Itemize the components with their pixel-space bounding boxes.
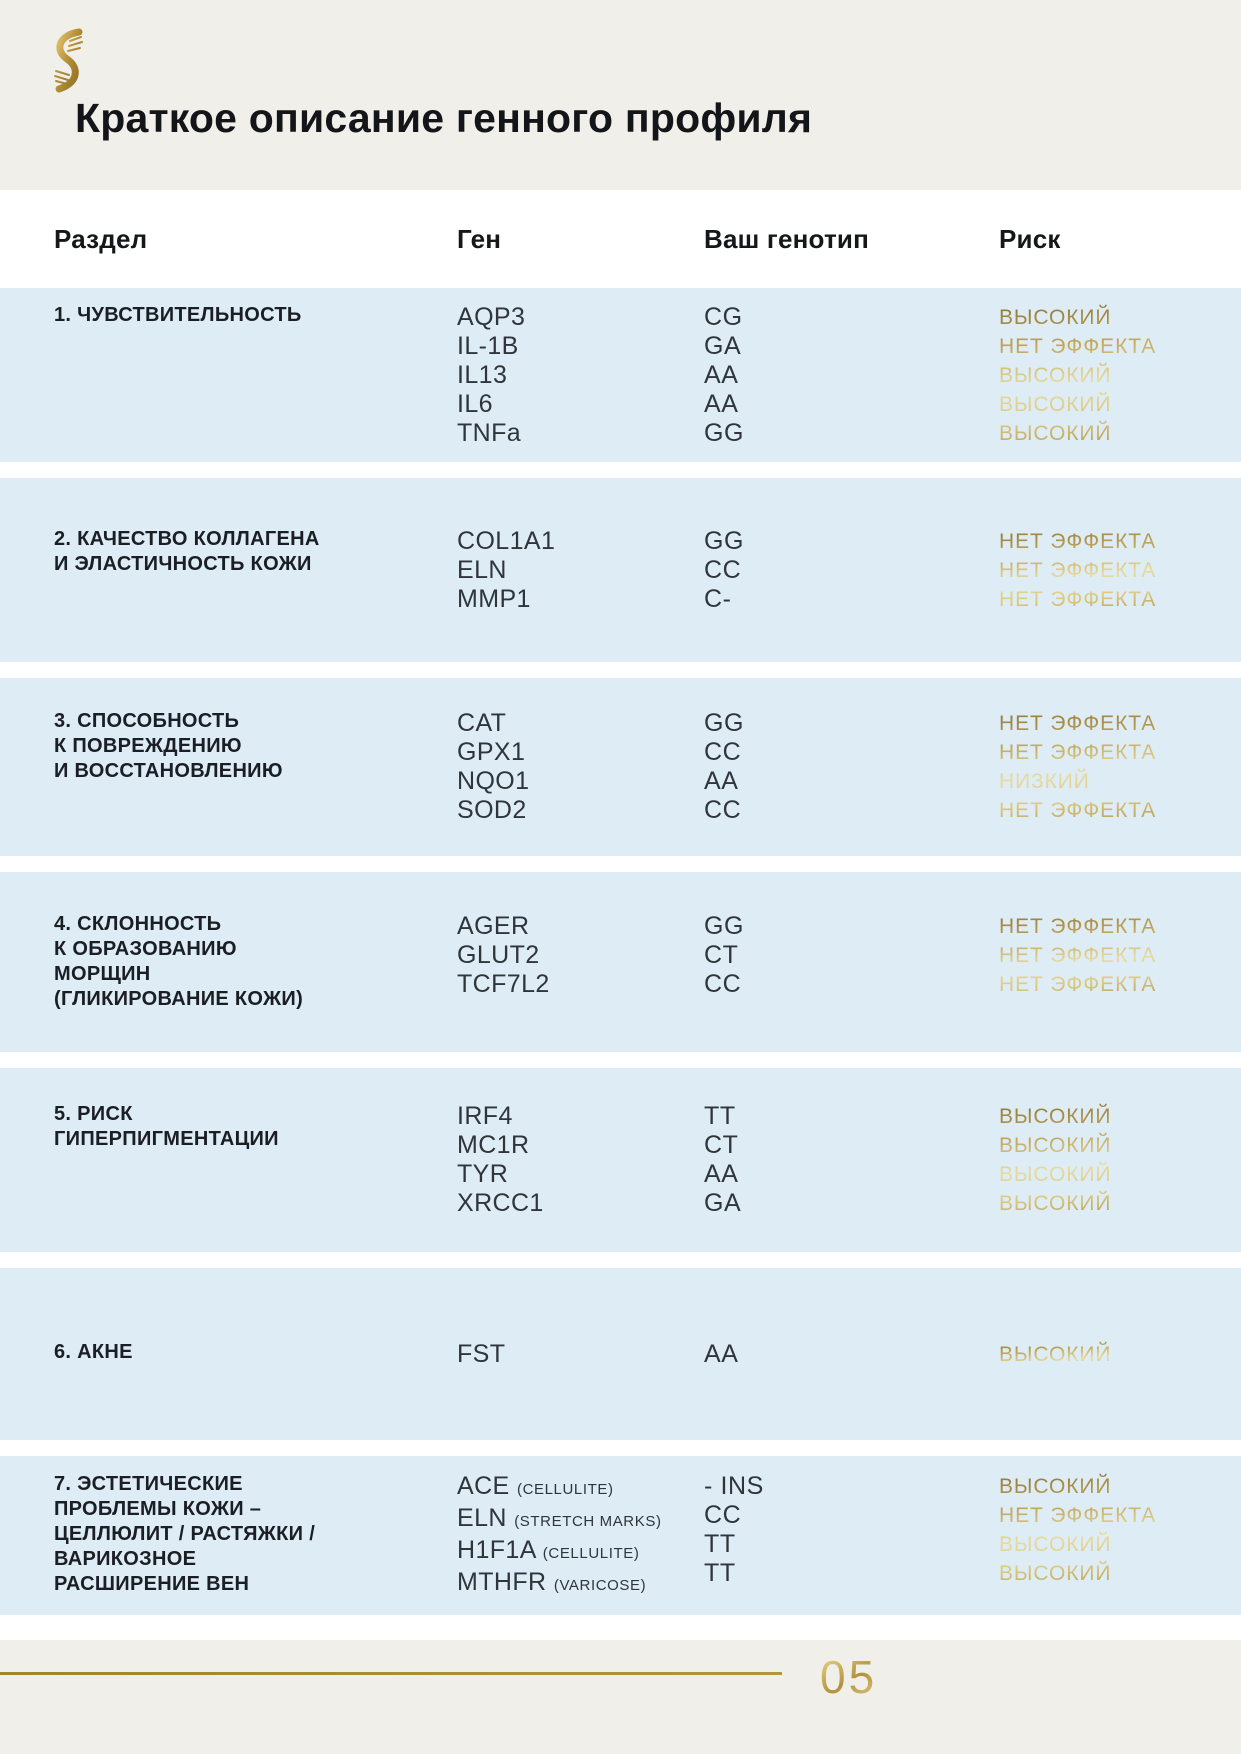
- gene-name: H1F1A: [457, 1535, 536, 1564]
- risk-column: [999, 1472, 1241, 1588]
- gene-column: [457, 709, 704, 825]
- section-title-line: 5. РИСК: [54, 1103, 133, 1125]
- genotype-value: CC: [704, 738, 742, 766]
- risk-value: НЕТ ЭФФЕКТА: [999, 915, 1157, 938]
- page-number: 05: [820, 1651, 878, 1703]
- gene-name: CAT: [457, 709, 507, 737]
- risk-value: ВЫСОКИЙ: [999, 1163, 1112, 1186]
- gene-name: MMP1: [457, 584, 531, 613]
- risk-value: ВЫСОКИЙ: [999, 363, 1112, 387]
- section-band: [0, 678, 1241, 856]
- gene-line: [457, 1536, 704, 1568]
- risk-column: [999, 912, 1241, 999]
- risk-value: ВЫСОКИЙ: [999, 1532, 1112, 1556]
- genotype-column: [704, 709, 999, 825]
- risk-value: НЕТ ЭФФЕКТА: [999, 529, 1157, 553]
- section-band: [0, 872, 1241, 1052]
- gene-name: NQO1: [457, 767, 530, 795]
- gene-line: [457, 1340, 704, 1369]
- section-title-line: И ВОССТАНОВЛЕНИЮ: [54, 760, 283, 782]
- gene-line: [457, 1504, 704, 1536]
- gene-name: GLUT2: [457, 941, 540, 969]
- dna-helix-icon: [46, 28, 90, 94]
- gene-column: [457, 527, 704, 614]
- section-title: [54, 303, 457, 328]
- column-header-risk: Риск: [999, 223, 1061, 254]
- section-title-line: ГИПЕРПИГМЕНТАЦИИ: [54, 1128, 279, 1150]
- gene-line: [457, 1131, 704, 1160]
- gene-line: [457, 527, 704, 556]
- section-title: [54, 527, 457, 577]
- gene-line: [457, 1102, 704, 1131]
- gene-line: [457, 796, 704, 825]
- risk-value: ВЫСОКИЙ: [999, 305, 1112, 329]
- gene-column: [457, 1340, 704, 1369]
- gene-name: GPX1: [457, 738, 526, 766]
- section-title-line: РАСШИРЕНИЕ ВЕН: [54, 1572, 250, 1595]
- gene-column: [457, 303, 704, 448]
- gene-line: [457, 303, 704, 332]
- genotype-value: AA: [704, 360, 739, 389]
- gene-line: [457, 912, 704, 941]
- risk-column: [999, 527, 1241, 614]
- risk-value: ВЫСОКИЙ: [999, 1474, 1112, 1498]
- risk-column: [999, 303, 1241, 448]
- gene-name: ELN: [457, 555, 507, 584]
- gene-line: [457, 941, 704, 970]
- sections-list: [0, 288, 1241, 1615]
- page-title: Краткое описание генного профиля: [75, 95, 813, 141]
- gene-line: [457, 767, 704, 796]
- section-title: [54, 1472, 457, 1597]
- gene-line: [457, 585, 704, 614]
- section-title: [54, 912, 457, 1012]
- section-title-line: 3. СПОСОБНОСТЬ: [54, 710, 240, 732]
- risk-column: [999, 709, 1241, 825]
- gene-name: FST: [457, 1339, 506, 1368]
- gene-line: [457, 709, 704, 738]
- gene-name: ACE: [457, 1471, 510, 1500]
- genotype-value: GG: [704, 912, 745, 940]
- gene-name: COL1A1: [457, 526, 556, 555]
- gene-line: [457, 738, 704, 767]
- column-header-genotype: Ваш генотип: [704, 223, 869, 254]
- genotype-value: CT: [704, 941, 739, 969]
- risk-value: НЕТ ЭФФЕКТА: [999, 973, 1157, 996]
- section-band: [0, 1268, 1241, 1440]
- genotype-value: GG: [704, 418, 745, 447]
- risk-value: ВЫСОКИЙ: [999, 1134, 1112, 1157]
- genotype-value: TT: [704, 1558, 736, 1587]
- gene-line: [457, 390, 704, 419]
- section-title-line: МОРЩИН: [54, 963, 151, 985]
- gene-name: IL13: [457, 360, 508, 389]
- genotype-value: GA: [704, 331, 742, 360]
- gene-line: [457, 332, 704, 361]
- genotype-value: AA: [704, 767, 739, 795]
- footer-spacer: [0, 1615, 1241, 1640]
- gene-name: IRF4: [457, 1102, 513, 1130]
- genotype-value: CC: [704, 970, 742, 998]
- genotype-value: CT: [704, 1131, 739, 1159]
- genotype-column: [704, 1102, 999, 1218]
- section-band: [0, 478, 1241, 662]
- section-title-line: 4. СКЛОННОСТЬ: [54, 913, 222, 935]
- risk-value: НЕТ ЭФФЕКТА: [999, 712, 1157, 735]
- genotype-value: TT: [704, 1102, 736, 1130]
- column-header-gene: Ген: [457, 223, 502, 254]
- risk-value: НЕТ ЭФФЕКТА: [999, 587, 1157, 611]
- genotype-value: CC: [704, 555, 742, 584]
- section-title-line: К ОБРАЗОВАНИЮ: [54, 938, 237, 960]
- genotype-column: [704, 303, 999, 448]
- gene-line: [457, 1160, 704, 1189]
- genotype-value: GG: [704, 526, 745, 555]
- section-title-line: 2. КАЧЕСТВО КОЛЛАГЕНА: [54, 527, 320, 550]
- section-band: [0, 288, 1241, 462]
- gene-line: [457, 419, 704, 448]
- risk-value: ВЫСОКИЙ: [999, 1105, 1112, 1128]
- genotype-value: GG: [704, 709, 745, 737]
- risk-value: ВЫСОКИЙ: [999, 1342, 1112, 1366]
- gene-name: AQP3: [457, 302, 526, 331]
- genotype-value: TT: [704, 1529, 736, 1558]
- risk-value: НЕТ ЭФФЕКТА: [999, 799, 1157, 822]
- section-title: [54, 709, 457, 784]
- gene-column: [457, 912, 704, 999]
- section-band: [0, 1456, 1241, 1615]
- section-band: [0, 1068, 1241, 1252]
- gene-note: (CELLULITE): [516, 1480, 614, 1498]
- gene-line: [457, 1189, 704, 1218]
- risk-value: НИЗКИЙ: [999, 770, 1090, 793]
- gene-name: XRCC1: [457, 1189, 544, 1217]
- risk-column: [999, 1102, 1241, 1218]
- section-title-line: ПРОБЛЕМЫ КОЖИ –: [54, 1497, 262, 1520]
- gene-line: [457, 970, 704, 999]
- gene-name: IL-1B: [457, 331, 519, 360]
- gene-column: [457, 1472, 704, 1600]
- page-footer: [0, 1640, 1241, 1754]
- column-header-section: Раздел: [54, 223, 148, 254]
- genotype-value: C-: [704, 584, 732, 613]
- gene-name: MTHFR: [457, 1567, 547, 1596]
- genotype-value: AA: [704, 1160, 739, 1188]
- section-title-line: (ГЛИКИРОВАНИЕ КОЖИ): [54, 988, 304, 1010]
- risk-value: ВЫСОКИЙ: [999, 1192, 1112, 1215]
- genotype-value: AA: [704, 389, 739, 418]
- section-title-line: ВАРИКОЗНОЕ: [54, 1547, 197, 1570]
- gene-note: (STRETCH MARKS): [514, 1512, 662, 1530]
- section-title-line: ЦЕЛЛЮЛИТ / РАСТЯЖКИ /: [54, 1522, 316, 1545]
- genotype-value: GA: [704, 1189, 742, 1217]
- gene-name: ELN: [457, 1503, 507, 1532]
- genotype-column: [704, 912, 999, 999]
- section-title: [54, 1102, 457, 1152]
- gene-column: [457, 1102, 704, 1218]
- page-header: [0, 0, 1241, 190]
- gene-name: SOD2: [457, 796, 527, 824]
- section-title-line: 6. АКНЕ: [54, 1340, 133, 1363]
- genotype-value: CC: [704, 796, 742, 824]
- risk-value: НЕТ ЭФФЕКТА: [999, 558, 1157, 582]
- genotype-value: AA: [704, 1339, 739, 1368]
- section-title-line: К ПОВРЕЖДЕНИЮ: [54, 735, 242, 757]
- section-title: [54, 1340, 457, 1365]
- section-title-line: 7. ЭСТЕТИЧЕСКИЕ: [54, 1472, 243, 1495]
- gene-line: [457, 1568, 704, 1600]
- gene-line: [457, 1472, 704, 1504]
- risk-value: ВЫСОКИЙ: [999, 392, 1112, 416]
- genotype-column: [704, 1340, 999, 1369]
- table-header-row: [0, 190, 1241, 288]
- risk-value: ВЫСОКИЙ: [999, 1561, 1112, 1585]
- genotype-value: - INS: [704, 1471, 764, 1500]
- risk-value: НЕТ ЭФФЕКТА: [999, 944, 1157, 967]
- gene-name: IL6: [457, 389, 493, 418]
- gene-note: (CELLULITE): [542, 1544, 640, 1562]
- gene-note: (VARICOSE): [553, 1576, 647, 1594]
- gene-line: [457, 556, 704, 585]
- gene-name: TNFa: [457, 418, 522, 447]
- section-title-line: 1. ЧУВСТВИТЕЛЬНОСТЬ: [54, 303, 302, 326]
- section-title-line: И ЭЛАСТИЧНОСТЬ КОЖИ: [54, 552, 312, 575]
- gene-name: TYR: [457, 1160, 509, 1188]
- gene-line: [457, 361, 704, 390]
- risk-column: [999, 1340, 1241, 1369]
- gene-name: TCF7L2: [457, 970, 550, 998]
- gene-name: AGER: [457, 912, 530, 940]
- genotype-column: [704, 527, 999, 614]
- gene-name: MC1R: [457, 1131, 530, 1159]
- risk-value: ВЫСОКИЙ: [999, 421, 1112, 445]
- risk-value: НЕТ ЭФФЕКТА: [999, 741, 1157, 764]
- genotype-column: [704, 1472, 999, 1588]
- genotype-value: CC: [704, 1500, 742, 1529]
- footer-rule: [0, 1672, 782, 1675]
- genotype-value: CG: [704, 302, 743, 331]
- risk-value: НЕТ ЭФФЕКТА: [999, 1503, 1157, 1527]
- risk-value: НЕТ ЭФФЕКТА: [999, 334, 1157, 358]
